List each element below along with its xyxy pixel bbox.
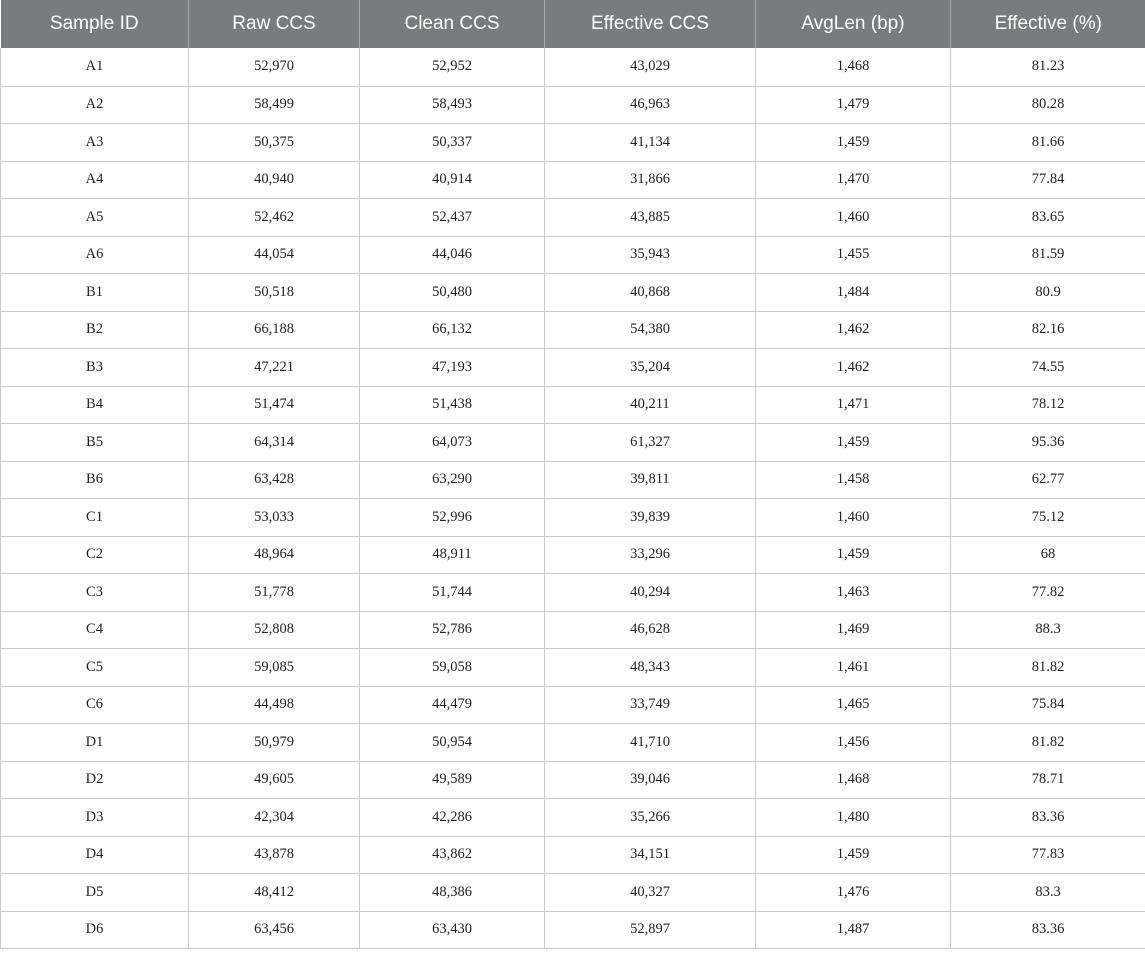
table-row [1,349,1145,387]
cell-sample-id: B6 [1,461,189,499]
cell-sample-id: C1 [1,499,189,537]
cell-raw-ccs: 52,970 [189,48,360,86]
cell-sample-id: B4 [1,386,189,424]
cell-effective-percent: 80.28 [951,86,1145,124]
cell-avglen: 1,460 [756,499,951,537]
header-avglen: AvgLen (bp) [756,0,951,48]
cell-effective-percent: 82.16 [951,311,1145,349]
cell-effective-percent: 81.82 [951,724,1145,762]
cell-clean-ccs: 59,058 [360,649,545,687]
header-raw-ccs: Raw CCS [189,0,360,48]
cell-avglen: 1,459 [756,424,951,462]
table-row [1,199,1145,237]
cell-clean-ccs: 52,786 [360,611,545,649]
cell-avglen: 1,456 [756,724,951,762]
table-body [1,48,1145,949]
table-row [1,836,1145,874]
cell-effective-ccs: 43,885 [545,199,756,237]
header-effective-ccs: Effective CCS [545,0,756,48]
cell-clean-ccs: 49,589 [360,761,545,799]
cell-clean-ccs: 58,493 [360,86,545,124]
cell-effective-percent: 77.82 [951,574,1145,612]
cell-effective-ccs: 41,134 [545,124,756,162]
header-row [1,0,1145,48]
cell-sample-id: D1 [1,724,189,762]
cell-sample-id: A4 [1,161,189,199]
cell-avglen: 1,462 [756,311,951,349]
table-row [1,874,1145,912]
cell-effective-percent: 80.9 [951,274,1145,312]
table-row [1,611,1145,649]
cell-clean-ccs: 48,386 [360,874,545,912]
cell-effective-ccs: 46,963 [545,86,756,124]
cell-sample-id: A2 [1,86,189,124]
cell-raw-ccs: 59,085 [189,649,360,687]
cell-raw-ccs: 43,878 [189,836,360,874]
cell-avglen: 1,463 [756,574,951,612]
cell-avglen: 1,455 [756,236,951,274]
header-clean-ccs: Clean CCS [360,0,545,48]
cell-effective-percent: 95.36 [951,424,1145,462]
table-row [1,761,1145,799]
cell-sample-id: D5 [1,874,189,912]
cell-effective-percent: 75.84 [951,686,1145,724]
cell-sample-id: B1 [1,274,189,312]
table-row [1,48,1145,86]
cell-effective-ccs: 52,897 [545,911,756,949]
cell-raw-ccs: 51,778 [189,574,360,612]
cell-effective-percent: 77.83 [951,836,1145,874]
cell-effective-percent: 81.66 [951,124,1145,162]
cell-sample-id: C4 [1,611,189,649]
table-row [1,649,1145,687]
cell-effective-ccs: 41,710 [545,724,756,762]
cell-effective-ccs: 35,266 [545,799,756,837]
cell-clean-ccs: 63,430 [360,911,545,949]
cell-avglen: 1,460 [756,199,951,237]
cell-avglen: 1,469 [756,611,951,649]
cell-avglen: 1,484 [756,274,951,312]
cell-clean-ccs: 47,193 [360,349,545,387]
cell-raw-ccs: 63,456 [189,911,360,949]
table-row [1,424,1145,462]
cell-effective-ccs: 39,046 [545,761,756,799]
cell-avglen: 1,468 [756,761,951,799]
cell-raw-ccs: 51,474 [189,386,360,424]
cell-avglen: 1,459 [756,836,951,874]
cell-avglen: 1,461 [756,649,951,687]
cell-sample-id: B2 [1,311,189,349]
cell-raw-ccs: 40,940 [189,161,360,199]
cell-raw-ccs: 52,462 [189,199,360,237]
cell-avglen: 1,459 [756,124,951,162]
cell-effective-ccs: 46,628 [545,611,756,649]
cell-sample-id: A6 [1,236,189,274]
cell-clean-ccs: 48,911 [360,536,545,574]
cell-effective-ccs: 34,151 [545,836,756,874]
cell-raw-ccs: 49,605 [189,761,360,799]
table-row [1,574,1145,612]
cell-effective-ccs: 39,839 [545,499,756,537]
cell-effective-ccs: 48,343 [545,649,756,687]
cell-effective-percent: 78.71 [951,761,1145,799]
cell-effective-percent: 83.36 [951,911,1145,949]
cell-clean-ccs: 52,952 [360,48,545,86]
cell-effective-percent: 62.77 [951,461,1145,499]
table-row [1,799,1145,837]
cell-avglen: 1,465 [756,686,951,724]
cell-sample-id: A5 [1,199,189,237]
cell-clean-ccs: 63,290 [360,461,545,499]
cell-raw-ccs: 50,375 [189,124,360,162]
table-row [1,724,1145,762]
cell-clean-ccs: 51,744 [360,574,545,612]
cell-raw-ccs: 64,314 [189,424,360,462]
table-row [1,386,1145,424]
cell-sample-id: A3 [1,124,189,162]
cell-effective-percent: 81.23 [951,48,1145,86]
cell-effective-ccs: 40,327 [545,874,756,912]
cell-sample-id: D3 [1,799,189,837]
cell-clean-ccs: 43,862 [360,836,545,874]
cell-clean-ccs: 44,046 [360,236,545,274]
cell-effective-ccs: 35,204 [545,349,756,387]
cell-effective-ccs: 40,211 [545,386,756,424]
table-row [1,161,1145,199]
cell-raw-ccs: 44,498 [189,686,360,724]
cell-effective-percent: 68 [951,536,1145,574]
cell-effective-percent: 88.3 [951,611,1145,649]
cell-sample-id: C3 [1,574,189,612]
cell-raw-ccs: 47,221 [189,349,360,387]
table-header [1,0,1145,48]
table-row [1,686,1145,724]
table-row [1,461,1145,499]
table-row [1,499,1145,537]
cell-clean-ccs: 50,337 [360,124,545,162]
table-row [1,311,1145,349]
cell-effective-ccs: 33,749 [545,686,756,724]
cell-effective-percent: 75.12 [951,499,1145,537]
cell-raw-ccs: 42,304 [189,799,360,837]
cell-effective-percent: 83.36 [951,799,1145,837]
cell-avglen: 1,471 [756,386,951,424]
cell-raw-ccs: 48,964 [189,536,360,574]
cell-raw-ccs: 50,979 [189,724,360,762]
cell-raw-ccs: 53,033 [189,499,360,537]
cell-raw-ccs: 63,428 [189,461,360,499]
cell-clean-ccs: 64,073 [360,424,545,462]
cell-avglen: 1,480 [756,799,951,837]
table-row [1,236,1145,274]
cell-raw-ccs: 52,808 [189,611,360,649]
cell-effective-percent: 81.82 [951,649,1145,687]
cell-effective-percent: 77.84 [951,161,1145,199]
cell-effective-ccs: 31,866 [545,161,756,199]
cell-effective-ccs: 35,943 [545,236,756,274]
cell-avglen: 1,470 [756,161,951,199]
cell-clean-ccs: 52,996 [360,499,545,537]
cell-sample-id: B5 [1,424,189,462]
cell-avglen: 1,479 [756,86,951,124]
cell-clean-ccs: 50,954 [360,724,545,762]
cell-avglen: 1,458 [756,461,951,499]
table-row [1,911,1145,949]
cell-raw-ccs: 58,499 [189,86,360,124]
cell-effective-percent: 74.55 [951,349,1145,387]
cell-sample-id: D6 [1,911,189,949]
cell-raw-ccs: 50,518 [189,274,360,312]
cell-sample-id: C2 [1,536,189,574]
cell-effective-percent: 83.3 [951,874,1145,912]
cell-avglen: 1,487 [756,911,951,949]
cell-avglen: 1,462 [756,349,951,387]
table-row [1,536,1145,574]
cell-avglen: 1,468 [756,48,951,86]
header-effective-percent: Effective (%) [951,0,1145,48]
cell-raw-ccs: 48,412 [189,874,360,912]
cell-effective-ccs: 40,868 [545,274,756,312]
cell-clean-ccs: 52,437 [360,199,545,237]
cell-effective-ccs: 61,327 [545,424,756,462]
cell-sample-id: B3 [1,349,189,387]
table-row [1,274,1145,312]
cell-effective-percent: 81.59 [951,236,1145,274]
header-sample-id: Sample ID [1,0,189,48]
cell-sample-id: C5 [1,649,189,687]
cell-effective-ccs: 40,294 [545,574,756,612]
cell-clean-ccs: 51,438 [360,386,545,424]
cell-clean-ccs: 40,914 [360,161,545,199]
cell-sample-id: A1 [1,48,189,86]
cell-clean-ccs: 44,479 [360,686,545,724]
cell-effective-percent: 83.65 [951,199,1145,237]
cell-effective-percent: 78.12 [951,386,1145,424]
cell-effective-ccs: 33,296 [545,536,756,574]
cell-sample-id: C6 [1,686,189,724]
cell-avglen: 1,476 [756,874,951,912]
cell-effective-ccs: 54,380 [545,311,756,349]
cell-clean-ccs: 42,286 [360,799,545,837]
cell-raw-ccs: 66,188 [189,311,360,349]
cell-effective-ccs: 43,029 [545,48,756,86]
cell-sample-id: D2 [1,761,189,799]
cell-raw-ccs: 44,054 [189,236,360,274]
table-row [1,86,1145,124]
cell-clean-ccs: 50,480 [360,274,545,312]
cell-clean-ccs: 66,132 [360,311,545,349]
cell-avglen: 1,459 [756,536,951,574]
cell-effective-ccs: 39,811 [545,461,756,499]
cell-sample-id: D4 [1,836,189,874]
table-row [1,124,1145,162]
